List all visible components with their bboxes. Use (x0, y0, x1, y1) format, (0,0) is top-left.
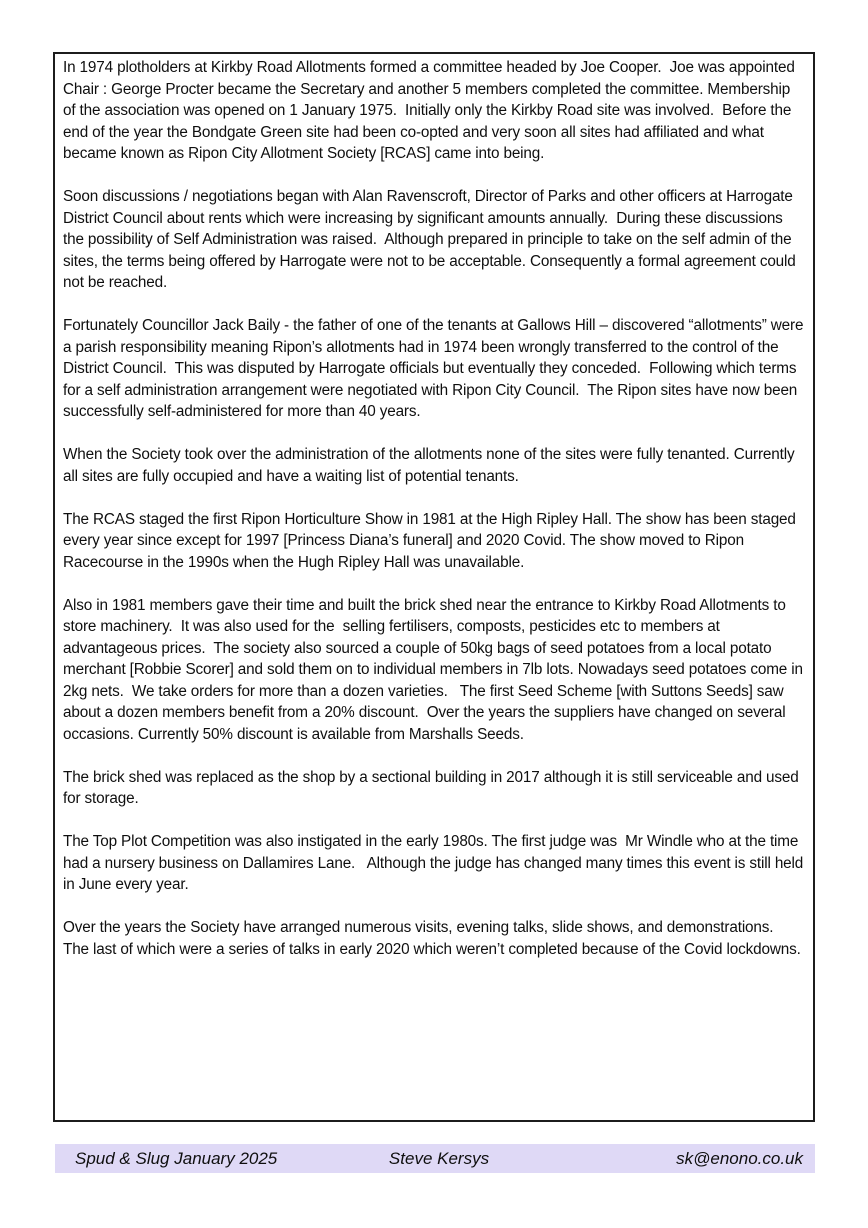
paragraph-tenancy: When the Society took over the administration of the allotments none of the sites were fully tenanted. Currently all sites are fully occupied and have a waiting list of potential tenants. (63, 446, 799, 485)
paragraph-brick-shed-seeds: Also in 1981 members gave their time and built the brick shed near the entrance to Kirkby Road Allotments to store machinery. It was also used for the selling fertilisers, composts, pesticides etc to members at advantageous prices. The society also sourced a couple of 50kg bags of seed potatoes from a local potato merchant [Robbie Scorer] and sold them on to individual members in 7lb lots. Nowadays seed potatoes come in 2kg nets. We take orders for more than a dozen varieties. The first Seed Scheme [with Suttons Seeds] saw about a dozen members benefit from a 20% discount. Over the years the suppliers have changed on several occasions. Currently 50% discount is available from Marshalls Seeds. (63, 596, 807, 743)
paragraph-visits-talks: Over the years the Society have arranged numerous visits, evening talks, slide shows, and demonstrations. The last of which were a series of talks in early 2020 which weren’t completed because of the Covid lockdowns. (63, 919, 801, 958)
footer-email: sk@enono.co.uk (676, 1148, 804, 1168)
footer-bar (55, 1144, 815, 1173)
paragraph-negotiations: Soon discussions / negotiations began with Alan Ravenscroft, Director of Parks and other officers at Harrogate District Council about rents which were increasing by significant amounts annually. During these discussions the possibility of Self Administration was raised. Although prepared in principle to take on the self admin of the sites, the terms being offered by Harrogate were not to be acceptable. Consequently a formal agreement could not be reached. (63, 188, 800, 291)
footer-newsletter-title: Spud & Slug January 2025 (75, 1148, 278, 1168)
article-box (53, 52, 815, 1122)
paragraph-top-plot-competition: The Top Plot Competition was also instigated in the early 1980s. The first judge was Mr Windle who at the time had a nursery business on Dallamires Lane. Although the judge has changed many times this event is still held in June every year. (63, 833, 808, 893)
paragraph-jack-baily: Fortunately Councillor Jack Baily - the father of one of the tenants at Gallows Hill – discovered “allotments” were a parish responsibility meaning Ripon’s allotments had in 1974 been wrongly transferred to the control of the District Council. This was disputed by Harrogate officials but eventually they conceded. Following which terms for a self administration arrangement were negotiated with Ripon City Council. The Ripon sites have now been successfully self-administered for more than 40 years. (63, 317, 808, 420)
paragraph-shop-replacement: The brick shed was replaced as the shop by a sectional building in 2017 although it is still serviceable and used for storage. (63, 768, 803, 807)
paragraph-horticulture-show: The RCAS staged the first Ripon Horticulture Show in 1981 at the High Ripley Hall. The show has been staged every year since except for 1997 [Princess Diana’s funeral] and 2020 Covid. The show moved to Ripon Racecourse in the 1990s when the Hugh Ripley Hall was unavailable. (63, 510, 800, 571)
paragraph-history-committee: In 1974 plotholders at Kirkby Road Allotments formed a committee headed by Joe Cooper. Joe was appointed Chair : George Procter became the Secretary and another 5 members completed the committee. Membership of the association was opened on 1 January 1975. Initially only the Kirkby Road site was involved. Before the end of the year the Bondgate Green site had been co-opted and very soon all sites had affiliated and what became known as Ripon City Allotment Society [RCAS] came into being. (63, 59, 799, 162)
footer-author: Steve Kersys (388, 1148, 490, 1168)
